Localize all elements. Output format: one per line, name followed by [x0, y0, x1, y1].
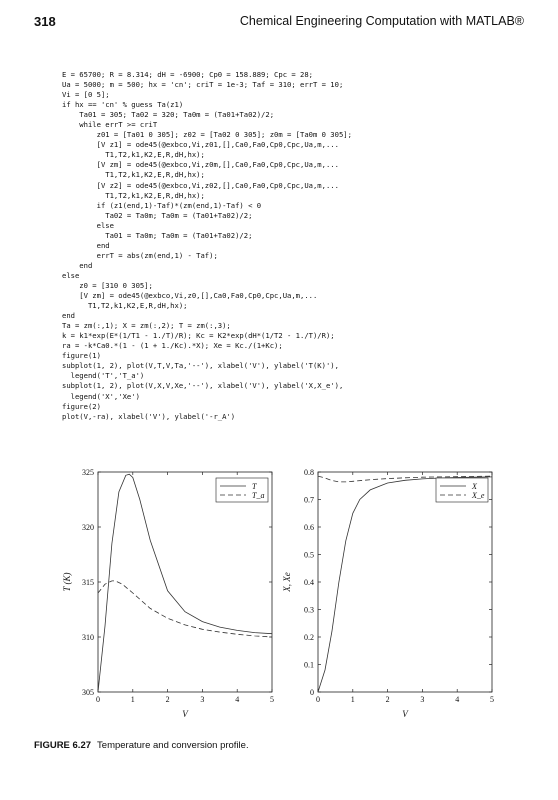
legend-entry: T	[252, 482, 257, 491]
code-line: while errT >= criT	[62, 120, 158, 130]
y-tick-label: 320	[82, 523, 94, 532]
code-line: T1,T2,k1,K2,E,R,dH,hx);	[62, 301, 188, 311]
code-line: T1,T2,k1,K2,E,R,dH,hx);	[62, 150, 205, 160]
x-tick-label: 1	[350, 695, 355, 704]
code-line: Ta = zm(:,1); X = zm(:,2); T = zm(:,3);	[62, 321, 231, 331]
code-line: end	[62, 260, 93, 270]
code-line: Ta01 = 305; Ta02 = 320; Ta0m = (Ta01+Ta02)/2;	[62, 110, 275, 120]
code-line: end	[62, 311, 75, 321]
plot-frame	[98, 472, 272, 692]
x-tick-label: 3	[200, 695, 205, 704]
running-title: Chemical Engineering Computation with MATLAB®	[239, 14, 524, 28]
code-line: plot(V,-ra), xlabel('V'), ylabel('-r_A')	[62, 411, 236, 421]
y-axis-label: T (K)	[62, 572, 72, 592]
code-line: z0 = [310 0 305];	[62, 280, 153, 290]
legend-entry: X	[472, 482, 477, 491]
code-line: end	[62, 240, 110, 250]
x-tick-label: 0	[316, 695, 320, 704]
plot-frame	[318, 472, 492, 692]
x-tick-label: 1	[130, 695, 135, 704]
figure-6-27	[40, 462, 540, 724]
code-line: Ta01 = Ta0m; Ta0m = (Ta01+Ta02)/2;	[62, 230, 253, 240]
y-tick-label: 0	[310, 688, 314, 697]
code-line: E = 65700; R = 8.314; dH = -6900; Cp0 = 158.889; Cpc = 28;	[62, 70, 313, 79]
code-line: figure(2)	[62, 401, 101, 411]
page-number: 318	[34, 14, 56, 29]
code-line: if hx == 'cn' % guess Ta(z1)	[62, 100, 184, 110]
code-line: [V z1] = ode45(@exbco,Vi,z01,[],Ca0,Fa0,Cp0,Cpc,Ua,m,...	[62, 140, 339, 150]
series-line-x	[318, 477, 492, 692]
code-line: Ta02 = Ta0m; Ta0m = (Ta01+Ta02)/2;	[62, 210, 253, 220]
x-axis-label: V	[402, 709, 408, 719]
figure-plots	[40, 462, 540, 724]
y-tick-label: 0.4	[304, 578, 314, 587]
y-axis-label: X, Xe	[282, 572, 292, 592]
x-tick-label: 3	[420, 695, 425, 704]
figure-caption-text: Temperature and conversion profile.	[97, 740, 249, 751]
code-line: [V zm] = ode45(@exbco,Vi,z0,[],Ca0,Fa0,Cp0,Cpc,Ua,m,...	[62, 291, 318, 301]
page-header	[34, 14, 524, 36]
x-tick-label: 0	[96, 695, 100, 704]
y-tick-label: 0.3	[304, 605, 314, 615]
x-tick-label: 5	[490, 695, 494, 704]
y-tick-label: 0.7	[304, 495, 314, 505]
x-tick-label: 4	[455, 695, 460, 704]
code-line: else	[62, 270, 80, 280]
code-line: figure(1)	[62, 351, 101, 361]
code-line: z01 = [Ta01 0 305]; z02 = [Ta02 0 305]; z0m = [Ta0m 0 305];	[62, 130, 352, 140]
series-line-t-a	[98, 581, 272, 637]
y-tick-label: 310	[82, 633, 94, 642]
x-axis-label: V	[182, 709, 188, 719]
y-tick-label: 325	[82, 468, 94, 477]
figure-label: FIGURE 6.27	[34, 740, 92, 751]
code-line: subplot(1, 2), plot(V,X,V,Xe,'--'), xlabel('V'), ylabel('X,X_e'),	[62, 381, 344, 391]
y-tick-label: 0.8	[304, 468, 314, 477]
series-line-t	[98, 474, 272, 692]
x-tick-label: 5	[270, 695, 274, 704]
code-line: Ua = 5000; m = 500; hx = 'cn'; criT = 1e-3; Taf = 310; errT = 10;	[62, 80, 344, 90]
code-line: k = k1*exp(E*(1/T1 - 1./T)/R); Kc = K2*exp(dH*(1/T2 - 1./T)/R);	[62, 331, 335, 341]
y-tick-label: 0.6	[304, 523, 314, 532]
x-tick-label: 4	[235, 695, 240, 704]
y-tick-label: 0.2	[304, 633, 314, 642]
y-tick-label: 0.1	[304, 660, 314, 670]
code-line: subplot(1, 2), plot(V,T,V,Ta,'--'), xlabel('V'), ylabel('T(K)'),	[62, 361, 339, 371]
code-line: ra = -k*Ca0.*(1 - (1 + 1./Kc).*X); Xe = Kc./(1+Kc);	[62, 341, 283, 351]
figure-caption	[34, 740, 249, 751]
code-line: if (z1(end,1)-Taf)*(zm(end,1)-Taf) < 0	[62, 200, 262, 210]
x-tick-label: 2	[385, 695, 390, 704]
code-line: T1,T2,k1,K2,E,R,dH,hx);	[62, 190, 205, 200]
y-tick-label: 0.5	[304, 550, 314, 560]
y-tick-label: 315	[82, 578, 94, 587]
code-line: [V z2] = ode45(@exbco,Vi,z02,[],Ca0,Fa0,Cp0,Cpc,Ua,m,...	[62, 180, 339, 190]
code-line: else	[62, 220, 114, 230]
y-tick-label: 305	[82, 688, 94, 697]
code-listing	[62, 70, 532, 422]
code-line: legend('X','Xe')	[62, 391, 140, 401]
x-tick-label: 2	[165, 695, 170, 704]
legend-entry: T_a	[252, 491, 265, 500]
code-line: T1,T2,k1,K2,E,R,dH,hx);	[62, 170, 205, 180]
code-line: legend('T','T_a')	[62, 371, 145, 381]
legend-entry: X_e	[472, 491, 485, 500]
code-line: [V zm] = ode45(@exbco,Vi,z0m,[],Ca0,Fa0,Cp0,Cpc,Ua,m,...	[62, 160, 339, 170]
code-line: errT = abs(zm(end,1) - Taf);	[62, 250, 218, 260]
code-line: Vi = [0 5];	[62, 90, 110, 100]
